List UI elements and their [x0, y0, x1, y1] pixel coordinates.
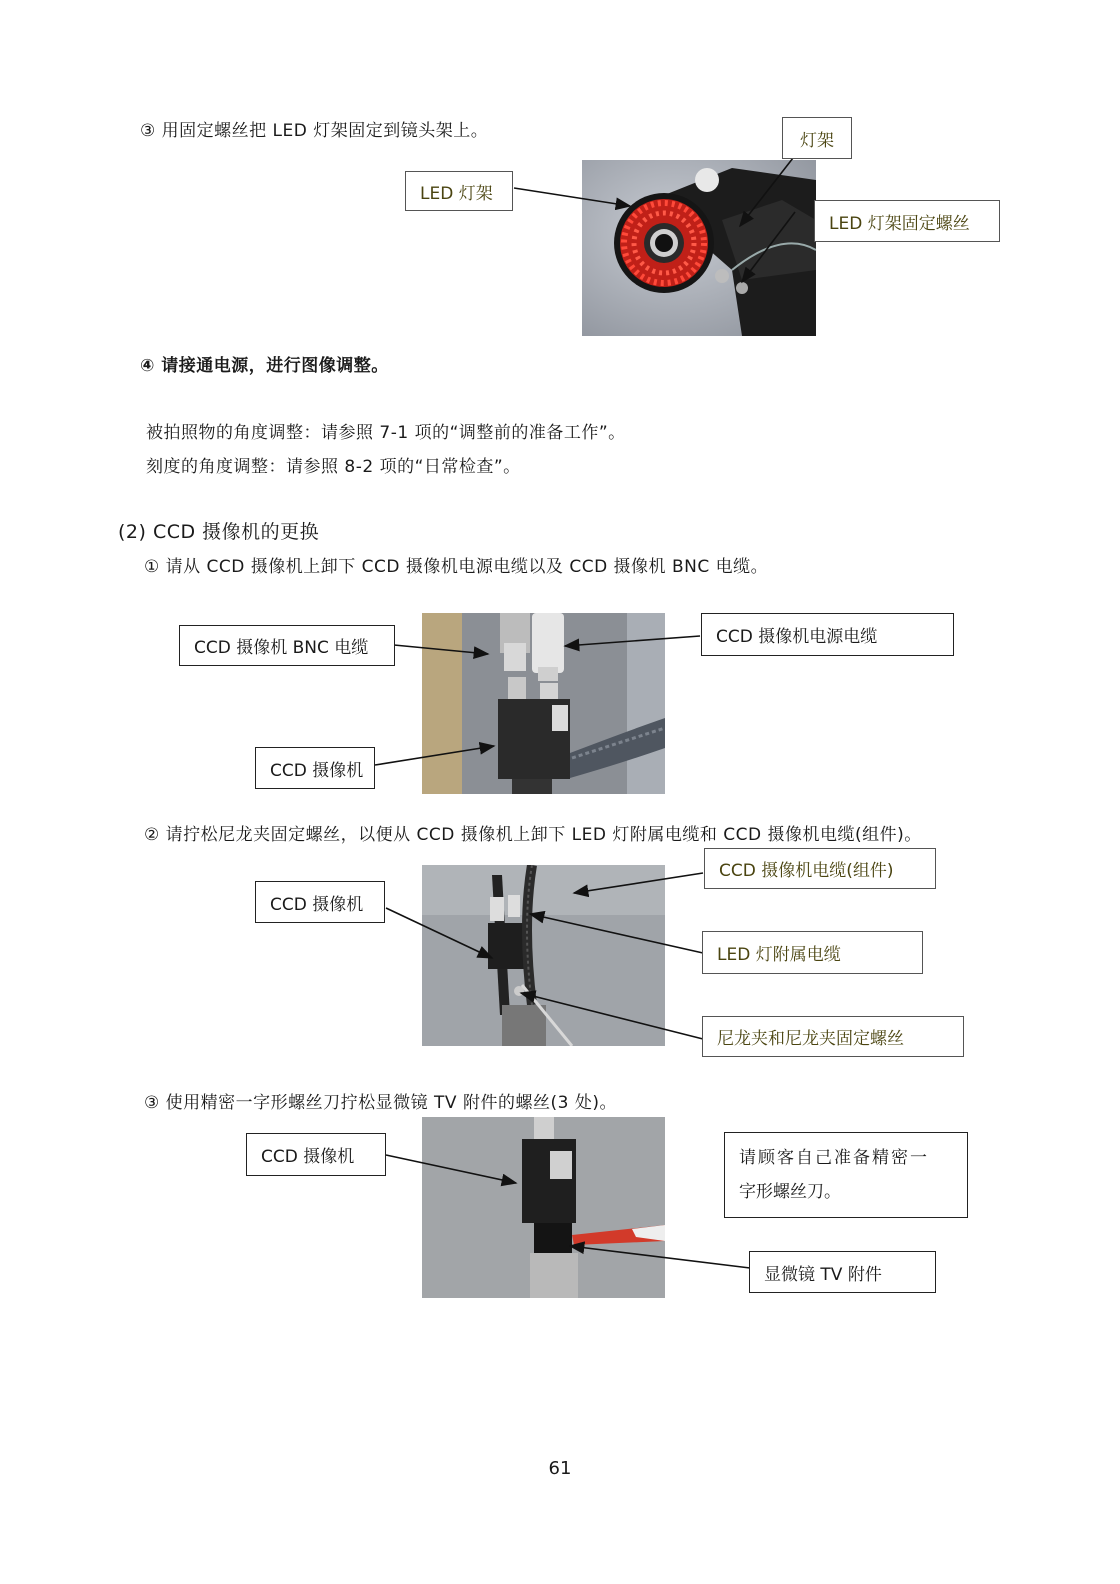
label-led-stand: LED 灯架: [405, 171, 513, 211]
section-heading: (2) CCD 摄像机的更换: [118, 521, 320, 543]
label-stand: 灯架: [782, 117, 852, 159]
customer-note-line-1: 请顾客自己准备精密一: [739, 1148, 929, 1168]
ccd-step-2-text: ② 请拧松尼龙夹固定螺丝，以便从 CCD 摄像机上卸下 LED 灯附属电缆和 CCD 摄像机电缆(组件)。: [144, 825, 922, 845]
label-power-cable: CCD 摄像机电源电缆: [701, 613, 954, 656]
step-4-text: ④ 请接通电源，进行图像调整。: [140, 356, 389, 376]
label-led-stand-screw: LED 灯架固定螺丝: [814, 200, 1000, 242]
adjust-angle-text: 被拍照物的角度调整：请参照 7-1 项的“调整前的准备工作”。: [146, 423, 626, 443]
label-ccd-camera-2: CCD 摄像机: [255, 881, 385, 923]
label-led-cable: LED 灯附属电缆: [702, 931, 923, 974]
label-ccd-camera: CCD 摄像机: [255, 747, 375, 789]
led-stand-photo: [582, 160, 816, 336]
tv-adapter-photo: [422, 1117, 665, 1298]
label-bnc-cable: CCD 摄像机 BNC 电缆: [179, 625, 395, 666]
step-3-text: ③ 用固定螺丝把 LED 灯架固定到镜头架上。: [140, 121, 489, 141]
nylon-clamp-photo: [422, 865, 665, 1046]
adjust-scale-text: 刻度的角度调整：请参照 8-2 项的“日常检查”。: [146, 457, 521, 477]
label-ccd-camera-3: CCD 摄像机: [246, 1133, 386, 1176]
label-tv-adapter: 显微镜 TV 附件: [749, 1251, 936, 1293]
ccd-cable-photo: [422, 613, 665, 794]
label-camera-cable-set: CCD 摄像机电缆(组件): [704, 848, 936, 889]
page-number: 61: [548, 1458, 572, 1479]
customer-note-box: [724, 1132, 968, 1218]
customer-note-line-2: 字形螺丝刀。: [739, 1182, 841, 1202]
ccd-step-3-text: ③ 使用精密一字形螺丝刀拧松显微镜 TV 附件的螺丝(3 处)。: [144, 1093, 617, 1113]
label-nylon-clamp: 尼龙夹和尼龙夹固定螺丝: [702, 1016, 964, 1057]
ccd-step-1-text: ① 请从 CCD 摄像机上卸下 CCD 摄像机电源电缆以及 CCD 摄像机 BNC 电缆。: [144, 557, 769, 577]
